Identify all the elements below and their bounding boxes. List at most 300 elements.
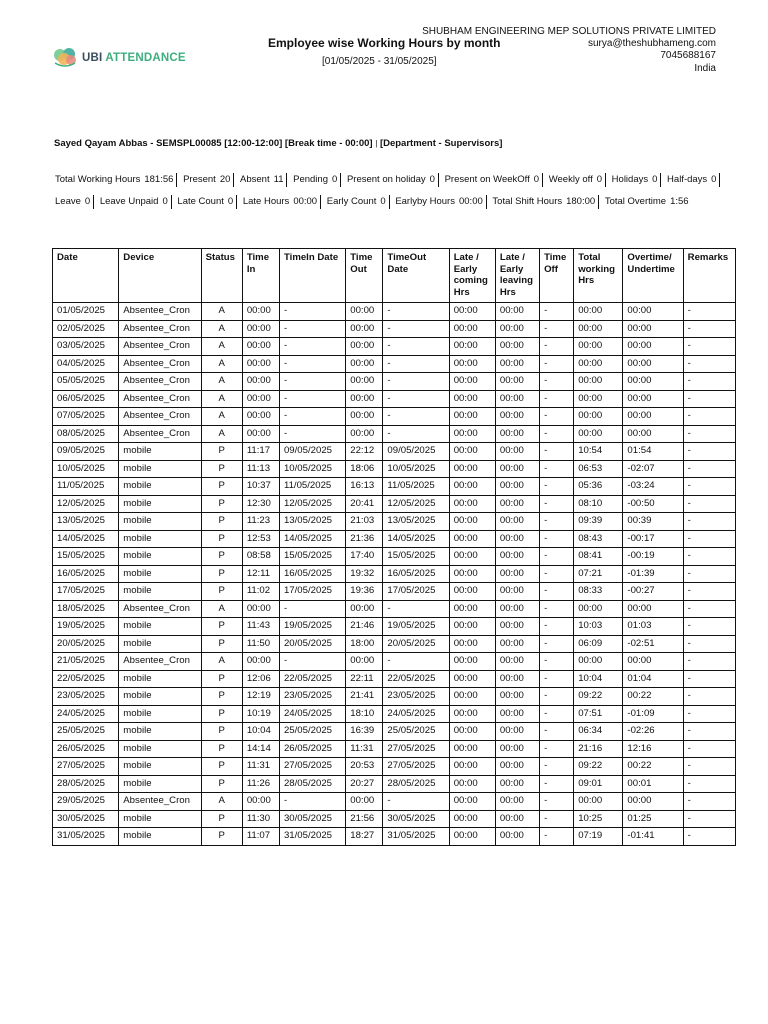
table-cell: 00:22 (623, 758, 683, 776)
table-cell: mobile (119, 635, 201, 653)
table-cell: 23/05/2025 (279, 688, 345, 706)
table-cell: 21:41 (346, 688, 383, 706)
table-cell: -01:09 (623, 705, 683, 723)
table-row (53, 548, 736, 566)
table-cell: 00:00 (346, 303, 383, 321)
table-cell: 00:00 (449, 320, 495, 338)
employee-info (54, 138, 502, 149)
table-cell: 09:39 (574, 513, 623, 531)
column-header: Late / Early coming Hrs (449, 249, 495, 303)
table-cell: A (201, 793, 242, 811)
table-cell: 00:00 (449, 565, 495, 583)
summary-item (609, 173, 662, 187)
table-cell: 00:00 (242, 653, 279, 671)
table-cell: Absentee_Cron (119, 338, 201, 356)
table-cell: - (279, 373, 345, 391)
table-cell: 00:00 (623, 793, 683, 811)
table-cell: mobile (119, 723, 201, 741)
table-cell: 00:00 (574, 653, 623, 671)
summary-item (52, 173, 177, 187)
column-header: Overtime/ Undertime (623, 249, 683, 303)
table-cell: 00:00 (495, 688, 539, 706)
table-row (53, 320, 736, 338)
table-cell: 00:00 (495, 670, 539, 688)
table-cell: 00:00 (449, 373, 495, 391)
table-cell: - (683, 478, 735, 496)
table-cell: -00:19 (623, 548, 683, 566)
table-cell: 22/05/2025 (383, 670, 449, 688)
summary-label: Leave Unpaid (99, 196, 159, 208)
column-header: Time Out (346, 249, 383, 303)
table-cell: 00:00 (495, 513, 539, 531)
table-cell: 00:00 (346, 408, 383, 426)
table-cell: 00:00 (574, 320, 623, 338)
table-cell: 06:34 (574, 723, 623, 741)
table-cell: 00:00 (346, 600, 383, 618)
table-cell: 00:00 (449, 583, 495, 601)
table-cell: 08:41 (574, 548, 623, 566)
table-cell: - (279, 425, 345, 443)
table-cell: P (201, 688, 242, 706)
table-cell: -02:07 (623, 460, 683, 478)
summary-label: Late Hours (242, 196, 290, 208)
table-cell: A (201, 408, 242, 426)
table-cell: - (540, 355, 574, 373)
table-cell: - (540, 688, 574, 706)
table-row (53, 670, 736, 688)
table-cell: - (279, 338, 345, 356)
table-cell: mobile (119, 828, 201, 846)
column-header: Remarks (683, 249, 735, 303)
table-header-row (53, 249, 736, 303)
table-cell: - (383, 303, 449, 321)
summary-value: 0 (84, 196, 91, 208)
table-cell: 26/05/2025 (279, 740, 345, 758)
table-cell: - (683, 495, 735, 513)
table-cell: P (201, 810, 242, 828)
table-cell: 21:03 (346, 513, 383, 531)
table-row (53, 828, 736, 846)
table-cell: - (540, 583, 574, 601)
table-row (53, 653, 736, 671)
table-cell: - (683, 670, 735, 688)
table-cell: - (540, 653, 574, 671)
table-cell: - (540, 740, 574, 758)
table-cell: 00:00 (495, 600, 539, 618)
table-cell: 09:22 (574, 688, 623, 706)
table-cell: 21/05/2025 (53, 653, 119, 671)
table-cell: - (383, 408, 449, 426)
column-header: Device (119, 249, 201, 303)
summary-value: 0 (332, 174, 338, 186)
table-cell: 00:00 (574, 600, 623, 618)
table-cell: 07:51 (574, 705, 623, 723)
table-cell: - (683, 320, 735, 338)
table-cell: 10:19 (242, 705, 279, 723)
table-cell: - (540, 390, 574, 408)
table-cell: mobile (119, 758, 201, 776)
table-cell: 06:53 (574, 460, 623, 478)
table-cell: 22/05/2025 (53, 670, 119, 688)
table-cell: A (201, 373, 242, 391)
table-cell: 31/05/2025 (383, 828, 449, 846)
table-cell: - (540, 373, 574, 391)
column-header: Status (201, 249, 242, 303)
table-cell: 31/05/2025 (279, 828, 345, 846)
company-name: SHUBHAM ENGINEERING MEP SOLUTIONS PRIVATE LIMITED (422, 26, 716, 37)
table-cell: A (201, 600, 242, 618)
table-cell: 00:00 (495, 793, 539, 811)
table-cell: 00:00 (346, 653, 383, 671)
table-cell: 27/05/2025 (383, 740, 449, 758)
summary-label: Absent (240, 174, 270, 186)
table-cell: 13/05/2025 (53, 513, 119, 531)
table-cell: 11:30 (242, 810, 279, 828)
table-cell: 00:00 (346, 425, 383, 443)
table-cell: 12/05/2025 (279, 495, 345, 513)
table-cell: 11/05/2025 (279, 478, 345, 496)
table-cell: 27/05/2025 (279, 758, 345, 776)
table-cell: 14:14 (242, 740, 279, 758)
table-cell: - (540, 425, 574, 443)
table-cell: 10:03 (574, 618, 623, 636)
summary-value: 0 (380, 196, 386, 208)
summary-item (489, 195, 599, 209)
company-info (422, 26, 716, 75)
table-cell: 12:30 (242, 495, 279, 513)
table-cell: 11:02 (242, 583, 279, 601)
table-cell: 00:00 (574, 390, 623, 408)
table-cell: 00:00 (449, 705, 495, 723)
table-row (53, 758, 736, 776)
table-cell: 00:00 (346, 793, 383, 811)
table-cell: mobile (119, 670, 201, 688)
table-cell: 18:06 (346, 460, 383, 478)
table-cell: A (201, 355, 242, 373)
table-cell: 00:00 (495, 355, 539, 373)
table-cell: 11:23 (242, 513, 279, 531)
table-cell: mobile (119, 443, 201, 461)
summary-value: 0 (429, 174, 435, 186)
table-cell: 14/05/2025 (383, 530, 449, 548)
summary-item (237, 173, 287, 187)
summary-value: 180:00 (566, 196, 596, 208)
summary-label: Pending (293, 174, 328, 186)
table-body (53, 303, 736, 846)
table-cell: 26/05/2025 (53, 740, 119, 758)
table-cell: - (683, 705, 735, 723)
table-cell: 01:25 (623, 810, 683, 828)
table-row (53, 443, 736, 461)
table-cell: - (279, 653, 345, 671)
table-cell: - (540, 758, 574, 776)
summary-label: Half-days (667, 174, 708, 186)
table-cell: 00:00 (449, 338, 495, 356)
table-cell: 00:00 (242, 600, 279, 618)
table-cell: -00:17 (623, 530, 683, 548)
table-cell: mobile (119, 460, 201, 478)
table-cell: 11:07 (242, 828, 279, 846)
table-cell: 09:01 (574, 775, 623, 793)
table-cell: 08:58 (242, 548, 279, 566)
table-cell: 30/05/2025 (279, 810, 345, 828)
table-cell: - (540, 775, 574, 793)
table-cell: - (683, 530, 735, 548)
table-cell: 12:16 (623, 740, 683, 758)
table-cell: 16:13 (346, 478, 383, 496)
table-cell: 09/05/2025 (279, 443, 345, 461)
table-cell: P (201, 670, 242, 688)
table-cell: 22:11 (346, 670, 383, 688)
table-cell: - (683, 635, 735, 653)
company-country: India (694, 62, 716, 74)
table-cell: P (201, 513, 242, 531)
table-cell: mobile (119, 548, 201, 566)
summary-value: 00:00 (293, 196, 318, 208)
table-cell: 00:00 (242, 303, 279, 321)
table-cell: 23/05/2025 (383, 688, 449, 706)
table-cell: - (540, 478, 574, 496)
table-cell: 10:37 (242, 478, 279, 496)
table-cell: Absentee_Cron (119, 373, 201, 391)
summary-item (240, 195, 321, 209)
table-cell: 00:00 (346, 390, 383, 408)
column-header: TimeIn Date (279, 249, 345, 303)
table-cell: 05:36 (574, 478, 623, 496)
table-cell: Absentee_Cron (119, 303, 201, 321)
table-cell: A (201, 338, 242, 356)
table-cell: 00:00 (495, 338, 539, 356)
summary-label: Total Overtime (604, 196, 667, 208)
table-cell: mobile (119, 810, 201, 828)
column-header: Late / Early leaving Hrs (495, 249, 539, 303)
table-cell: - (540, 670, 574, 688)
table-cell: - (683, 793, 735, 811)
table-cell: 00:00 (623, 338, 683, 356)
table-cell: 10/05/2025 (383, 460, 449, 478)
table-cell: - (540, 600, 574, 618)
table-cell: 18:10 (346, 705, 383, 723)
table-cell: A (201, 653, 242, 671)
table-cell: 00:00 (242, 320, 279, 338)
table-cell: - (279, 355, 345, 373)
table-cell: - (383, 793, 449, 811)
table-cell: - (540, 793, 574, 811)
summary-value: 0 (227, 196, 234, 208)
table-cell: mobile (119, 705, 201, 723)
table-cell: -00:50 (623, 495, 683, 513)
table-cell: 00:00 (449, 810, 495, 828)
table-cell: 00:00 (574, 373, 623, 391)
table-cell: P (201, 583, 242, 601)
table-cell: 10/05/2025 (279, 460, 345, 478)
report-title: Employee wise Working Hours by month (268, 36, 501, 50)
table-cell: 00:00 (623, 653, 683, 671)
table-cell: - (540, 828, 574, 846)
table-cell: 00:00 (495, 810, 539, 828)
employee-details: Sayed Qayam Abbas - SEMSPL00085 [12:00-12:00] [Break time - 00:00] (54, 138, 373, 149)
table-cell: 00:00 (495, 740, 539, 758)
summary-item (602, 195, 692, 209)
summary-item (324, 195, 390, 209)
summary-item (344, 173, 439, 187)
table-cell: - (683, 443, 735, 461)
table-cell: - (540, 513, 574, 531)
table-cell: - (683, 758, 735, 776)
summary-label: Early Count (326, 196, 377, 208)
table-cell: 00:00 (449, 670, 495, 688)
table-cell: - (683, 688, 735, 706)
table-cell: 00:00 (449, 758, 495, 776)
summary-value: 11 (273, 174, 284, 186)
table-cell: 00:00 (495, 723, 539, 741)
table-cell: P (201, 740, 242, 758)
table-cell: 25/05/2025 (383, 723, 449, 741)
table-cell: 20/05/2025 (279, 635, 345, 653)
table-cell: 00:00 (449, 775, 495, 793)
table-cell: Absentee_Cron (119, 600, 201, 618)
table-cell: 00:00 (242, 338, 279, 356)
table-row (53, 408, 736, 426)
table-cell: 20:27 (346, 775, 383, 793)
table-cell: - (279, 390, 345, 408)
table-cell: 25/05/2025 (279, 723, 345, 741)
table-cell: 00:00 (574, 408, 623, 426)
table-row (53, 565, 736, 583)
table-row (53, 688, 736, 706)
table-cell: 19/05/2025 (383, 618, 449, 636)
table-cell: 00:00 (495, 443, 539, 461)
table-row (53, 705, 736, 723)
table-cell: 01:54 (623, 443, 683, 461)
table-cell: 08:43 (574, 530, 623, 548)
table-cell: P (201, 775, 242, 793)
table-cell: - (383, 653, 449, 671)
table-cell: 06:09 (574, 635, 623, 653)
table-row (53, 373, 736, 391)
table-cell: 17/05/2025 (53, 583, 119, 601)
table-row (53, 460, 736, 478)
table-cell: -02:51 (623, 635, 683, 653)
table-cell: 00:00 (449, 793, 495, 811)
table-cell: 16:39 (346, 723, 383, 741)
table-cell: P (201, 565, 242, 583)
table-cell: 00:00 (623, 390, 683, 408)
table-cell: 11:31 (346, 740, 383, 758)
report-date-range: [01/05/2025 - 31/05/2025] (322, 56, 437, 67)
table-cell: 21:56 (346, 810, 383, 828)
table-cell: 00:00 (449, 478, 495, 496)
table-cell: - (383, 600, 449, 618)
table-cell: 19:32 (346, 565, 383, 583)
table-cell: 28/05/2025 (279, 775, 345, 793)
table-row (53, 583, 736, 601)
table-row (53, 355, 736, 373)
table-cell: 00:00 (495, 478, 539, 496)
table-cell: 00:00 (449, 408, 495, 426)
table-cell: 00:00 (449, 303, 495, 321)
table-cell: 12/05/2025 (383, 495, 449, 513)
table-cell: - (383, 390, 449, 408)
table-cell: 00:00 (574, 425, 623, 443)
table-cell: - (540, 320, 574, 338)
summary-label: Present (183, 174, 216, 186)
table-cell: P (201, 758, 242, 776)
table-cell: 00:00 (449, 723, 495, 741)
table-cell: 00:22 (623, 688, 683, 706)
table-cell: 17/05/2025 (383, 583, 449, 601)
table-cell: - (683, 338, 735, 356)
employee-department: [Department - Supervisors] (379, 138, 503, 149)
summary-item (546, 173, 606, 187)
table-cell: 08/05/2025 (53, 425, 119, 443)
table-cell: 11:31 (242, 758, 279, 776)
table-cell: 07/05/2025 (53, 408, 119, 426)
table-cell: mobile (119, 478, 201, 496)
table-cell: 09:22 (574, 758, 623, 776)
table-cell: A (201, 303, 242, 321)
column-header: TimeOut Date (383, 249, 449, 303)
table-cell: 10:25 (574, 810, 623, 828)
table-cell: 07:21 (574, 565, 623, 583)
table-cell: 07:19 (574, 828, 623, 846)
table-cell: - (683, 513, 735, 531)
table-cell: 20/05/2025 (53, 635, 119, 653)
table-cell: - (540, 723, 574, 741)
table-cell: 00:00 (449, 530, 495, 548)
summary-item (52, 195, 94, 209)
table-cell: 00:00 (495, 373, 539, 391)
table-cell: Absentee_Cron (119, 320, 201, 338)
table-cell: 19/05/2025 (279, 618, 345, 636)
table-cell: A (201, 390, 242, 408)
table-cell: -03:24 (623, 478, 683, 496)
table-cell: 20:53 (346, 758, 383, 776)
table-cell: P (201, 618, 242, 636)
table-cell: 22:12 (346, 443, 383, 461)
table-cell: 14/05/2025 (53, 530, 119, 548)
table-cell: 00:00 (574, 338, 623, 356)
table-cell: 00:00 (449, 425, 495, 443)
table-cell: P (201, 478, 242, 496)
table-cell: mobile (119, 740, 201, 758)
summary-label: Late Count (177, 196, 224, 208)
table-cell: 24/05/2025 (383, 705, 449, 723)
table-cell: 00:00 (623, 373, 683, 391)
table-cell: mobile (119, 513, 201, 531)
summary-item (174, 195, 237, 209)
table-cell: 11:17 (242, 443, 279, 461)
summary-label: Weekly off (548, 174, 593, 186)
table-cell: 00:00 (449, 653, 495, 671)
table-cell: 24/05/2025 (53, 705, 119, 723)
table-cell: 00:00 (449, 495, 495, 513)
table-cell: 00:00 (574, 355, 623, 373)
column-header: Total working Hrs (574, 249, 623, 303)
table-cell: mobile (119, 583, 201, 601)
table-cell: - (683, 390, 735, 408)
summary-value: 0 (596, 174, 603, 186)
table-cell: 00:00 (449, 460, 495, 478)
table-cell: P (201, 460, 242, 478)
table-cell: 00:00 (242, 373, 279, 391)
table-cell: 11:26 (242, 775, 279, 793)
table-cell: 20:41 (346, 495, 383, 513)
table-cell: 15/05/2025 (279, 548, 345, 566)
table-row (53, 478, 736, 496)
table-row (53, 618, 736, 636)
table-cell: P (201, 723, 242, 741)
